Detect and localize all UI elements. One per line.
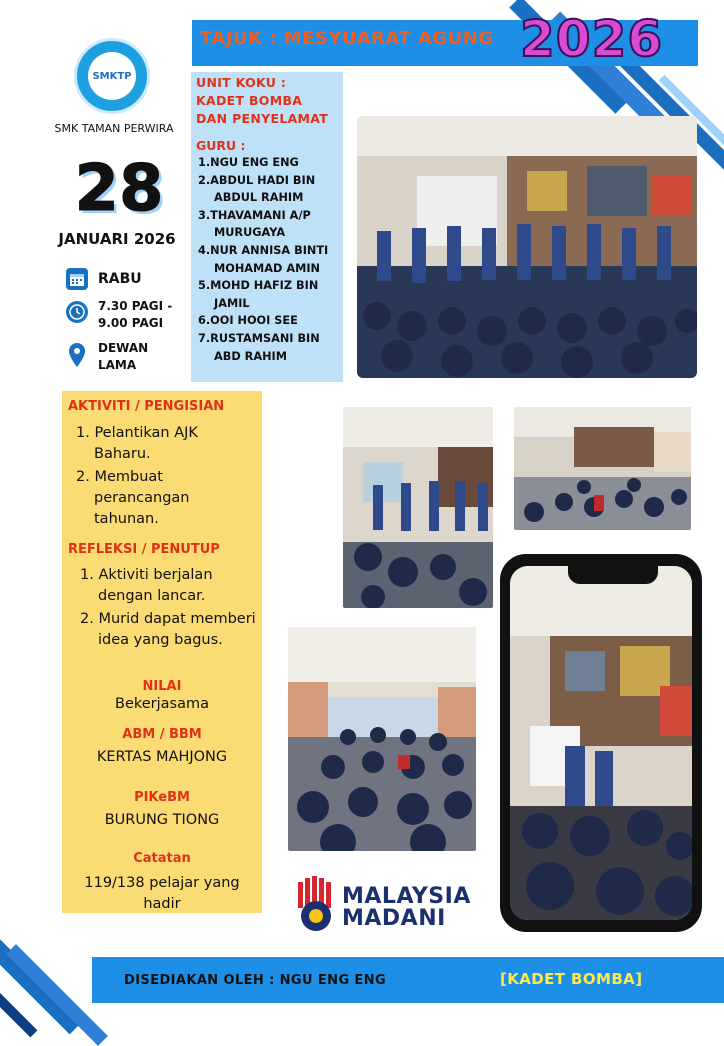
main-photo xyxy=(357,116,697,378)
school-name: SMK TAMAN PERWIRA xyxy=(54,122,174,135)
prepared-by: DISEDIAKAN OLEH : NGU ENG ENG xyxy=(124,973,387,988)
abm-value: KERTAS MAHJONG xyxy=(96,749,228,765)
pikebm-title: PIKeBM xyxy=(134,790,190,805)
date-day: 28 xyxy=(74,152,164,226)
logo-text: SMKTP xyxy=(88,52,136,100)
time-line2: 9.00 PAGI xyxy=(98,316,164,330)
abm-title: ABM / BBM xyxy=(122,727,202,742)
footer-tag: [KADET BOMBA] xyxy=(500,970,643,988)
location-pin-icon xyxy=(68,342,86,372)
aktiviti-item: 2. Membuat perancangan tahunan. xyxy=(76,469,190,527)
photo-4 xyxy=(288,627,476,851)
catatan-value: 119/138 pelajar yang hadir xyxy=(84,875,240,912)
school-logo xyxy=(74,38,150,114)
teacher-item: 5.MOHD HAFIZ BIN JAMIL xyxy=(198,279,319,310)
malaysia-madani-logo xyxy=(296,876,336,938)
teacher-item: 1.NGU ENG ENG xyxy=(198,156,299,169)
madani-line2: MADANI xyxy=(342,906,446,931)
teacher-item: 4.NUR ANNISA BINTI MOHAMAD AMIN xyxy=(198,243,329,275)
clock-icon xyxy=(66,301,88,323)
weekday: RABU xyxy=(98,271,142,287)
unit-title-line: UNIT KOKU : xyxy=(196,75,287,90)
aktiviti-list xyxy=(76,423,256,530)
teacher-item: 7.RUSTAMSANI BIN ABD RAHIM xyxy=(198,331,320,363)
madani-line1: MALAYSIA xyxy=(342,884,471,909)
refleksi-title: REFLEKSI / PENUTUP xyxy=(68,542,220,557)
photo-2 xyxy=(343,407,493,608)
teacher-item: 6.OOI HOOI SEE xyxy=(198,314,298,328)
venue-line2: LAMA xyxy=(98,358,137,372)
phone-notch xyxy=(568,562,658,584)
unit-title-line: DAN PENYELAMAT xyxy=(196,111,329,126)
refleksi-list xyxy=(80,565,258,651)
calendar-icon xyxy=(66,268,88,290)
nilai-value: Bekerjasama xyxy=(115,696,209,712)
teacher-list xyxy=(198,154,344,365)
refleksi-item: 2. Murid dapat memberi idea yang bagus. xyxy=(80,611,256,648)
aktiviti-item: 1. Pelantikan AJK Baharu. xyxy=(76,425,198,462)
unit-title-line: KADET BOMBA xyxy=(196,93,303,108)
aktiviti-title: AKTIVITI / PENGISIAN xyxy=(68,399,225,414)
teacher-item: 2.ABDUL HADI BIN ABDUL RAHIM xyxy=(198,173,316,205)
page-title: TAJUK : MESYUARAT AGUNG xyxy=(200,28,494,49)
pikebm-value: BURUNG TIONG xyxy=(104,812,220,828)
venue-line1: DEWAN xyxy=(98,341,149,355)
catatan-title: Catatan xyxy=(133,851,191,866)
unit-title xyxy=(196,74,346,128)
year-label: 2026 xyxy=(520,10,664,68)
photo-3 xyxy=(514,407,691,530)
phone-photo xyxy=(510,566,692,920)
guru-label: GURU : xyxy=(196,138,246,153)
date-month: JANUARI 2026 xyxy=(58,230,176,248)
teacher-item: 3.THAVAMANI A/P MURUGAYA xyxy=(198,208,311,240)
time-line1: 7.30 PAGI - xyxy=(98,299,173,313)
refleksi-item: 1. Aktiviti berjalan dengan lancar. xyxy=(80,567,213,604)
nilai-title: NILAI xyxy=(142,679,182,694)
